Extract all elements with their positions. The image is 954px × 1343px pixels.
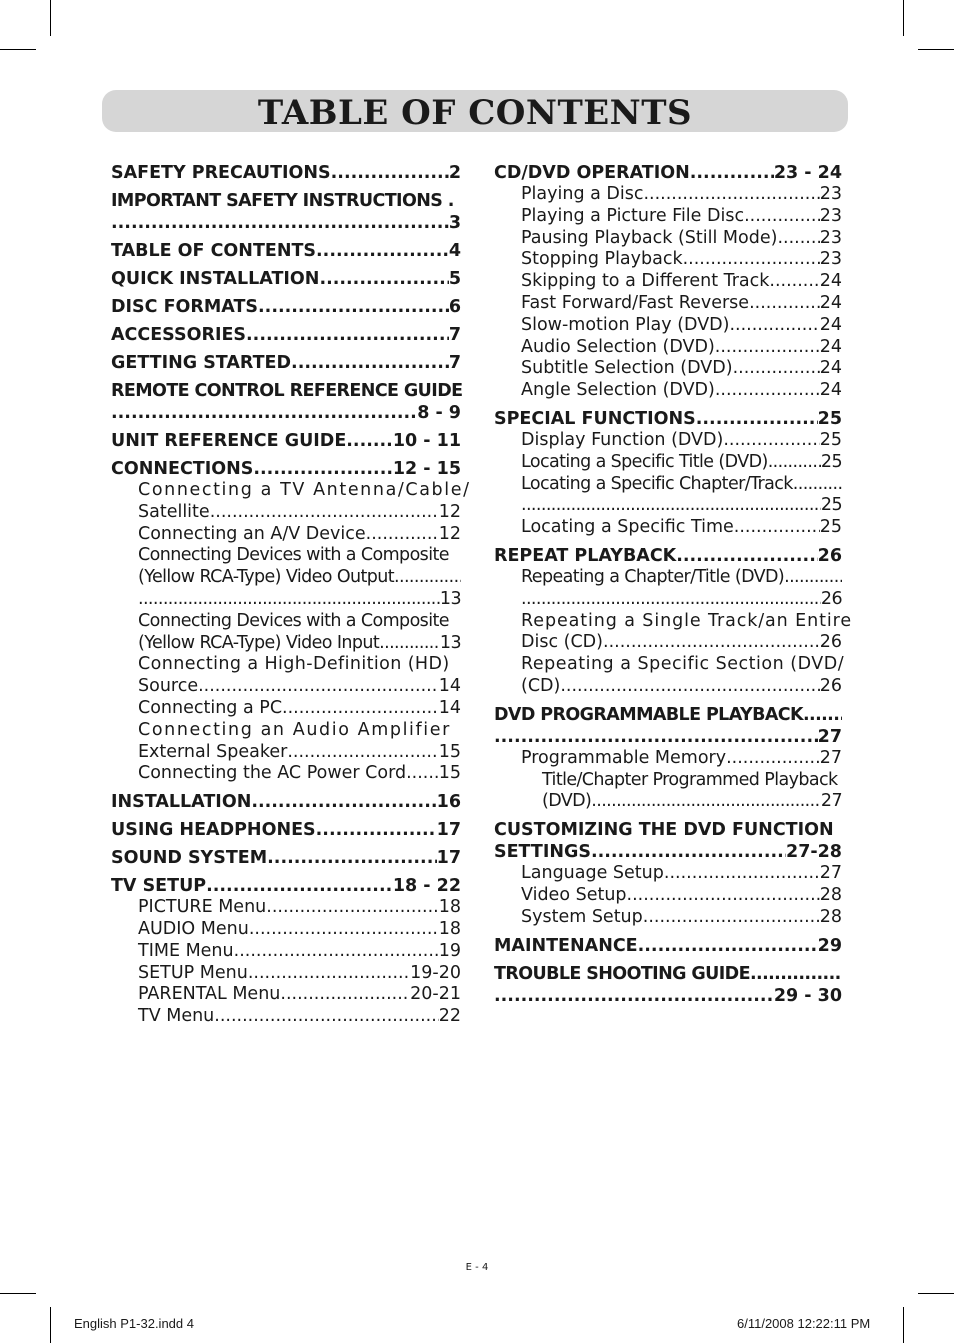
crop-mark [50,1307,51,1343]
toc-page-number: 26 [817,545,842,566]
toc-page-number: 19-20 [410,962,461,983]
toc-page-number: 27-28 [786,842,842,863]
toc-subentry[interactable] [494,337,842,359]
toc-page-number: 24 [819,336,842,357]
toc-subentry-title: Audio Selection (DVD) [521,336,715,357]
toc-page-number: 12 [438,523,461,544]
toc-entry-title: IMPORTANT SAFETY INSTRUCTIONS . [111,191,454,211]
toc-subentry[interactable] [494,293,842,315]
toc-subentry-title: PICTURE Menu [138,897,267,918]
toc-section[interactable] [494,408,842,539]
toc-entry-title: UNIT REFERENCE GUIDE [111,431,347,451]
toc-subentry-title: Locating a Specific Chapter/Track [521,473,793,494]
toc-subentry[interactable] [494,474,842,518]
toc-subentry-title: Repeating a Specific Section (DVD/ [521,654,845,675]
toc-page-number: 27 [819,747,842,768]
toc-entry-title: CD/DVD OPERATION [494,163,690,183]
toc-page-number: 18 [438,897,461,918]
toc-subentry-title: Repeating a Chapter/Title (DVD) [521,566,785,587]
toc-page-number: 4 [448,241,461,261]
toc-section[interactable] [494,545,852,698]
footer-filename: English P1-32.indd 4 [74,1316,194,1331]
toc-subentry-title: Playing a Disc [521,184,644,204]
toc-entry-title: ACCESSORIES [111,325,247,345]
toc-section[interactable] [111,268,461,290]
toc-entry-title: CONNECTIONS [111,459,254,479]
toc-entry-title: SAFETY PRECAUTIONS [111,163,331,183]
toc-subentry-title: Subtitle Selection (DVD) [521,358,733,379]
toc-subentry-title: Connecting a TV Antenna/Cable/ [138,480,471,500]
toc-subentry-title: Satellite [138,501,210,522]
toc-subentry-title: Title/Chapter Programmed Playback [542,769,838,790]
toc-subentry[interactable] [111,897,461,919]
toc-subentry-title: Repeating a Single Track/an Entire [521,610,852,631]
toc-section[interactable] [111,847,461,869]
toc-subentry[interactable] [494,452,842,474]
crop-mark [918,49,954,50]
toc-page-number: 17 [436,820,461,841]
toc-subentry[interactable] [494,206,842,228]
toc-entry-title: MAINTENANCE [494,935,638,956]
toc-section[interactable] [111,240,461,262]
toc-subentry-title: Connecting Devices with a Composite [138,545,449,566]
page-number-marker: E - 4 [465,1262,489,1273]
toc-page-number: 15 [438,741,461,762]
toc-page-number: 22 [438,1006,461,1027]
toc-page-number: 26 [820,588,842,609]
toc-subentry[interactable] [494,249,842,271]
toc-page-number: 20-21 [410,984,461,1005]
toc-page-number: 24 [819,358,842,379]
toc-subentry-title: AUDIO Menu [138,918,249,939]
toc-page-number: 3 [448,213,461,233]
toc-subentry[interactable] [494,610,852,655]
toc-page-number: 13 [439,632,461,653]
toc-page-number: 24 [819,314,842,335]
toc-section[interactable] [111,430,461,452]
toc-entry-title: QUICK INSTALLATION [111,269,320,289]
toc-subentry-title: Connecting the AC Power Cord [138,763,407,784]
toc-subentry-title: Connecting an Audio Amplifier [138,719,451,740]
toc-subentry-title: Angle Selection (DVD) [521,380,715,401]
toc-page-number: 27 [819,863,842,884]
toc-page-number: 18 - 22 [392,876,461,897]
toc-page-number: 10 - 11 [392,431,461,451]
toc-subentry-title: Connecting Devices with a Composite [138,610,449,631]
toc-subentry-title: Source [138,676,199,697]
toc-subentry-title: (CD) [521,675,561,696]
toc-subentry-title: Fast Forward/Fast Reverse [521,292,750,313]
toc-section[interactable] [111,819,461,841]
toc-page-number: 23 [819,205,842,226]
toc-subentry-title: Connecting a PC [138,697,283,718]
toc-subentry-title: (Yellow RCA-Type) Video Output [138,567,395,588]
toc-subentry[interactable] [111,941,461,963]
toc-subentry[interactable] [494,654,845,698]
toc-page-number: 18 [438,918,461,939]
toc-page-number: 12 [438,501,461,522]
toc-page-number: 25 [819,517,842,538]
toc-page-number: 13 [439,588,461,609]
toc-page-number: 25 [817,408,842,429]
toc-subentry-title: Disc (CD) [521,632,603,653]
toc-subentry[interactable] [111,763,461,785]
toc-subentry-title: SETUP Menu [138,962,248,983]
toc-entry-title: TROUBLE SHOOTING GUIDE [494,963,750,984]
toc-subentry-title: Language Setup [521,863,664,884]
toc-page-number: 27 [820,791,842,812]
toc-page-number: 23 - 24 [773,163,842,183]
toc-page-number: 29 - 30 [773,985,842,1006]
toc-subentry[interactable] [494,315,842,337]
toc-subentry[interactable] [494,748,842,770]
toc-section[interactable] [494,819,842,928]
toc-entry-title: GETTING STARTED [111,353,292,373]
toc-subentry[interactable] [494,430,842,452]
toc-page-number: 12 - 15 [392,459,461,479]
toc-subentry[interactable] [494,907,842,929]
toc-subentry[interactable] [494,517,842,539]
footer-datetime: 6/11/2008 12:22:11 PM [737,1316,871,1331]
toc-subentry-title: Video Setup [521,884,627,905]
toc-subentry[interactable] [111,919,461,941]
toc-section[interactable] [111,458,471,785]
toc-entry-title: INSTALLATION [111,792,252,813]
toc-page-number: 7 [448,353,461,373]
toc-subentry-title: External Speaker [138,741,288,762]
toc-page-number: 24 [819,380,842,401]
toc-subentry-title: Skipping to a Different Track [521,271,770,292]
toc-page-number: 25 [819,429,842,450]
toc-subentry-title: TIME Menu [138,940,234,961]
toc-subentry[interactable] [494,228,842,250]
toc-page-number: 23 [819,227,842,248]
toc-subentry[interactable] [111,654,461,698]
crop-mark [0,49,36,50]
toc-entry-title: REMOTE CONTROL REFERENCE GUIDE [111,381,463,401]
crop-mark [0,1293,36,1294]
toc-entry-title: DISC FORMATS [111,297,259,317]
toc-subentry[interactable] [494,770,842,814]
toc-entry-title: SPECIAL FUNCTIONS [494,408,696,429]
toc-subentry-title: Locating a Specific Time [521,517,734,538]
toc-column-right [494,162,852,1013]
toc-entry-title: USING HEADPHONES [111,820,316,841]
toc-subentry[interactable] [111,524,461,546]
toc-page-number: 28 [819,884,842,905]
toc-subentry[interactable] [111,963,461,985]
toc-entry-title: DVD PROGRAMMABLE PLAYBACK [494,704,803,725]
toc-page-number: 17 [436,848,461,869]
toc-subentry[interactable] [494,567,842,611]
toc-page-number: 16 [436,792,461,813]
toc-subentry[interactable] [111,611,461,655]
toc-page-number: 8 - 9 [417,403,461,423]
toc-page-number: 15 [438,763,461,784]
toc-entry-title: SETTINGS [494,842,591,863]
toc-subentry[interactable] [111,720,461,764]
toc-subentry[interactable] [111,480,471,524]
crop-mark [918,1293,954,1294]
crop-mark [50,0,51,36]
toc-subentry[interactable] [111,984,461,1006]
toc-page-number: 27 [817,726,842,747]
toc-page-number: 26 [819,632,842,653]
toc-section[interactable] [111,296,461,318]
toc-page-number: 14 [438,697,461,718]
crop-mark [903,0,904,36]
toc-page-number: 5 [448,269,461,289]
toc-subentry-title: TV Menu [138,1006,215,1027]
toc-subentry[interactable] [111,698,461,720]
toc-section[interactable] [111,352,461,374]
toc-page-number: 25 [820,451,842,472]
toc-subentry[interactable] [494,184,842,206]
toc-page-number: 24 [819,271,842,292]
toc-subentry-title: Locating a Specific Title (DVD) [521,451,768,472]
toc-subentry[interactable] [494,863,842,885]
toc-subentry[interactable] [494,358,842,380]
toc-page-number: 24 [819,292,842,313]
toc-section[interactable] [111,162,461,184]
toc-subentry-title: (Yellow RCA-Type) Video Input [138,632,380,653]
toc-section[interactable] [494,704,842,813]
toc-subentry-title: Pausing Playback (Still Mode) [521,227,778,248]
toc-page-number: 19 [438,940,461,961]
toc-entry-title: SOUND SYSTEM [111,848,268,869]
toc-page-number: 2 [448,163,461,183]
toc-section[interactable] [494,935,842,957]
toc-subentry-title: Playing a Picture File Disc [521,205,745,226]
toc-page-number: 6 [448,297,461,317]
toc-page-number: 7 [448,325,461,345]
toc-section[interactable] [111,190,461,234]
toc-subentry-title: Connecting an A/V Device [138,523,366,544]
toc-subentry-title: Programmable Memory [521,747,727,768]
toc-subentry-title: Connecting a High-Definition (HD) [138,654,450,675]
toc-page-number: 25 [820,495,842,516]
toc-page-number: 29 [817,935,842,956]
toc-page-number: 26 [819,675,842,696]
toc-subentry-title: Display Function (DVD) [521,429,724,450]
toc-subentry-title: System Setup [521,906,643,927]
toc-entry-title: CUSTOMIZING THE DVD FUNCTION [494,820,834,841]
page-title-banner [102,90,848,132]
toc-page-number: 28 [819,906,842,927]
toc-subentry[interactable] [111,1006,461,1028]
toc-entry-title: TABLE OF CONTENTS [111,241,317,261]
toc-subentry[interactable] [494,380,842,402]
toc-page-number: 23 [819,184,842,204]
toc-section[interactable] [494,162,842,402]
crop-mark [903,1307,904,1343]
toc-section[interactable] [111,875,461,1028]
toc-section[interactable] [111,380,461,424]
toc-subentry[interactable] [494,271,842,293]
toc-subentry[interactable] [111,545,461,610]
toc-page-number: 14 [438,676,461,697]
toc-page-number: 23 [819,249,842,270]
toc-section[interactable] [111,324,461,346]
toc-subentry-title: Slow-motion Play (DVD) [521,314,730,335]
toc-entry-title: TV SETUP [111,876,207,897]
toc-section[interactable] [494,963,842,1007]
toc-subentry-title: (DVD) [542,791,592,812]
toc-entry-title: REPEAT PLAYBACK [494,545,677,566]
toc-subentry[interactable] [494,885,842,907]
toc-subentry-title: PARENTAL Menu [138,984,281,1005]
page-title: TABLE OF CONTENTS [257,93,693,133]
toc-column-left [111,162,471,1034]
toc-subentry-title: Stopping Playback [521,249,683,270]
toc-section[interactable] [111,791,461,813]
